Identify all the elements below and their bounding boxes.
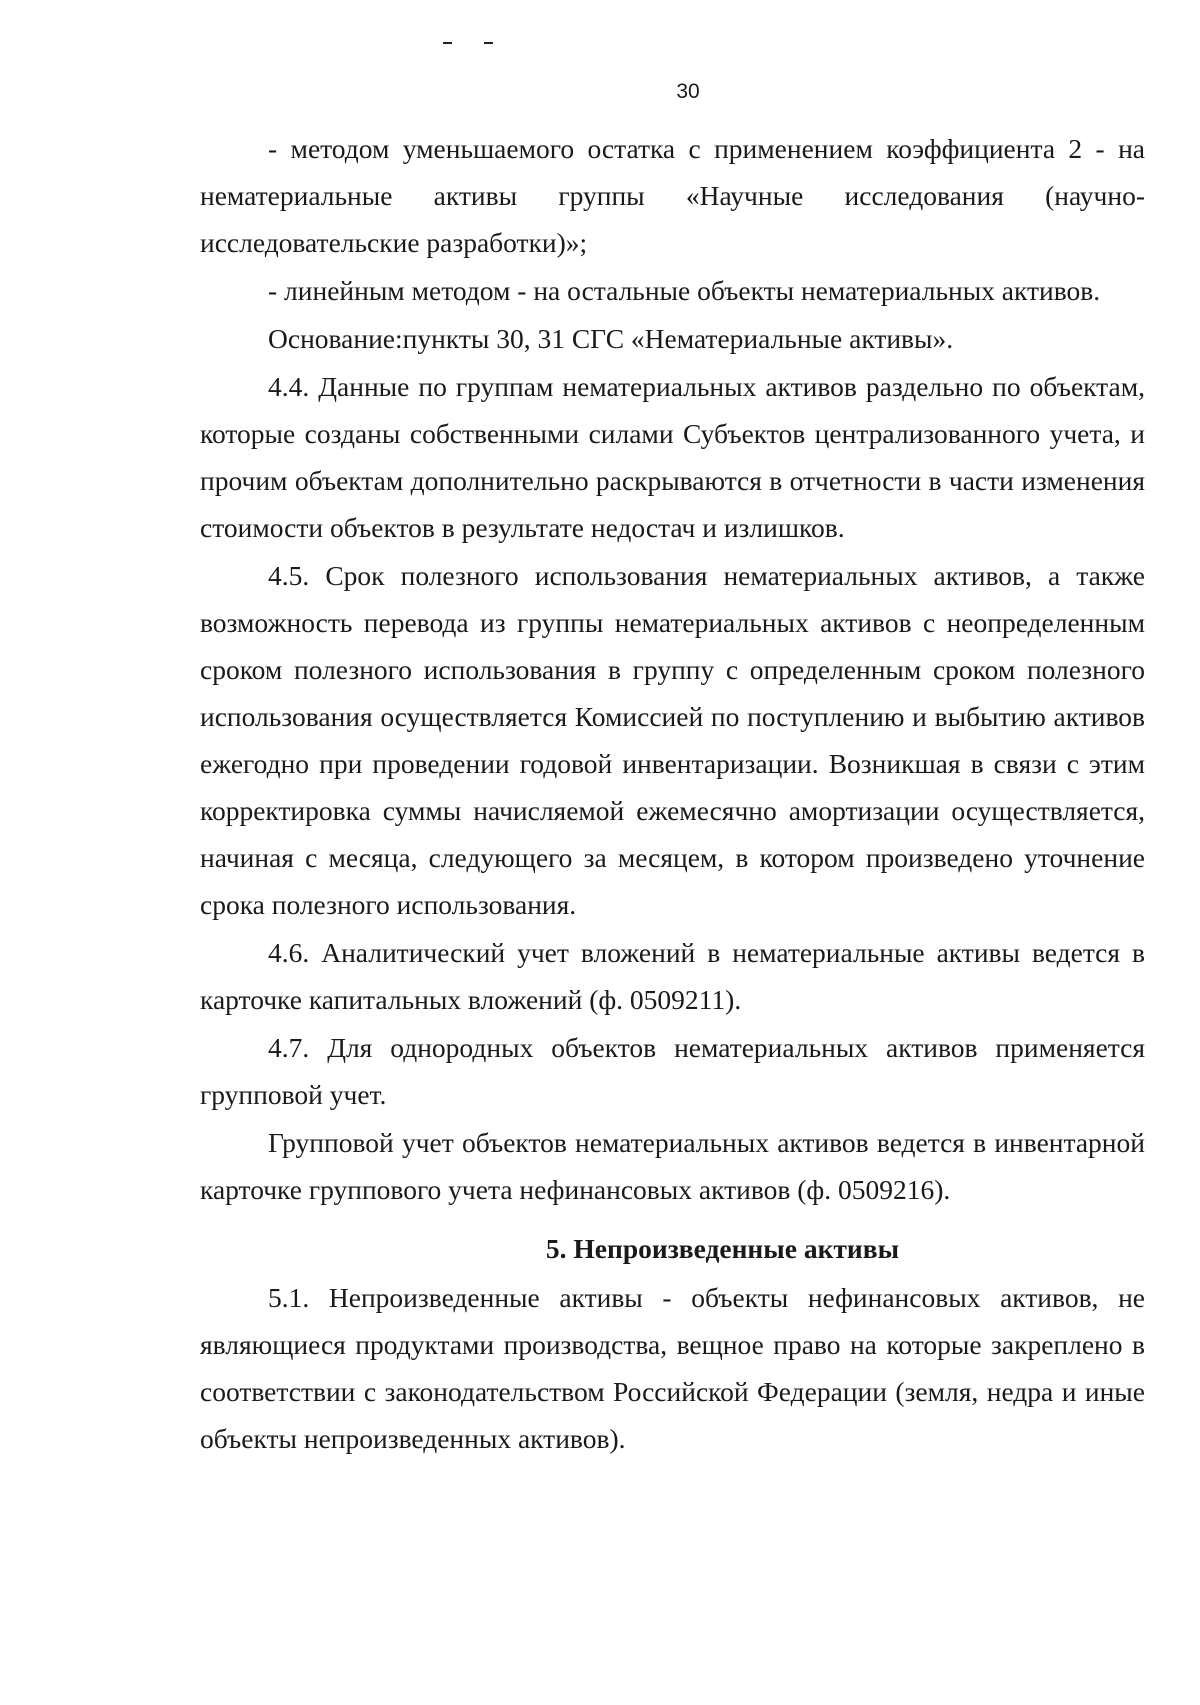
paragraph-basis: Основание:пункты 30, 31 СГС «Нематериальные активы».: [268, 323, 954, 354]
section-title: 5. Непроизведенные активы: [545, 1233, 900, 1264]
paragraph-group-accounting: Групповой учет объектов нематериальных активов ведется в инвентарной карточке группового учета нефинансовых активов (ф. 0509216).: [200, 1127, 1145, 1205]
page-number: 30: [676, 80, 700, 103]
paragraph-4-4: 4.4. Данные по группам нематериальных активов раздельно по объектам, которые созданы собственными силами Субъектов централизованного учета, и прочим объектам дополнительно раскрываются в отчетности в части изменения стоимости объектов в результате недостач и излишков.: [200, 371, 1145, 543]
paragraph-5-1: 5.1. Непроизведенные активы - объекты нефинансовых активов, не являющиеся продуктами производства, вещное право на которые закреплено в соответствии с законодательством Российской Федерации (земля, недра и иные объекты непроизведенных активов).: [200, 1282, 1145, 1454]
paragraph-4-6: 4.6. Аналитический учет вложений в нематериальные активы ведется в карточке капитальных вложений (ф. 0509211).: [200, 937, 1145, 1015]
paragraph-declining-balance: - методом уменьшаемого остатка с применением коэффициента 2 - на нематериальные активы группы «Научные исследования (научно-исследовательские разработки)»;: [200, 133, 1145, 258]
paragraph-4-7: 4.7. Для однородных объектов нематериальных активов применяется групповой учет.: [200, 1032, 1145, 1110]
scan-artifact-mark: [484, 42, 493, 44]
scan-artifact-mark: [443, 42, 452, 44]
document-body: [200, 125, 1145, 1462]
paragraph-linear-method: - линейным методом - на остальные объекты нематериальных активов.: [268, 275, 1101, 306]
paragraph-4-5: 4.5. Срок полезного использования нематериальных активов, а также возможность перевода из группы нематериальных активов с неопределенным сроком полезного использования в группу с определенным сроком полезного использования осуществляется Комиссией по поступлению и выбытию активов ежегодно при проведении годовой инвентаризации. Возникшая в связи с этим корректировка суммы начисляемой ежемесячно амортизации осуществляется, начиная с месяца, следующего за месяцем, в котором произведено уточнение срока полезного использования.: [200, 560, 1145, 920]
